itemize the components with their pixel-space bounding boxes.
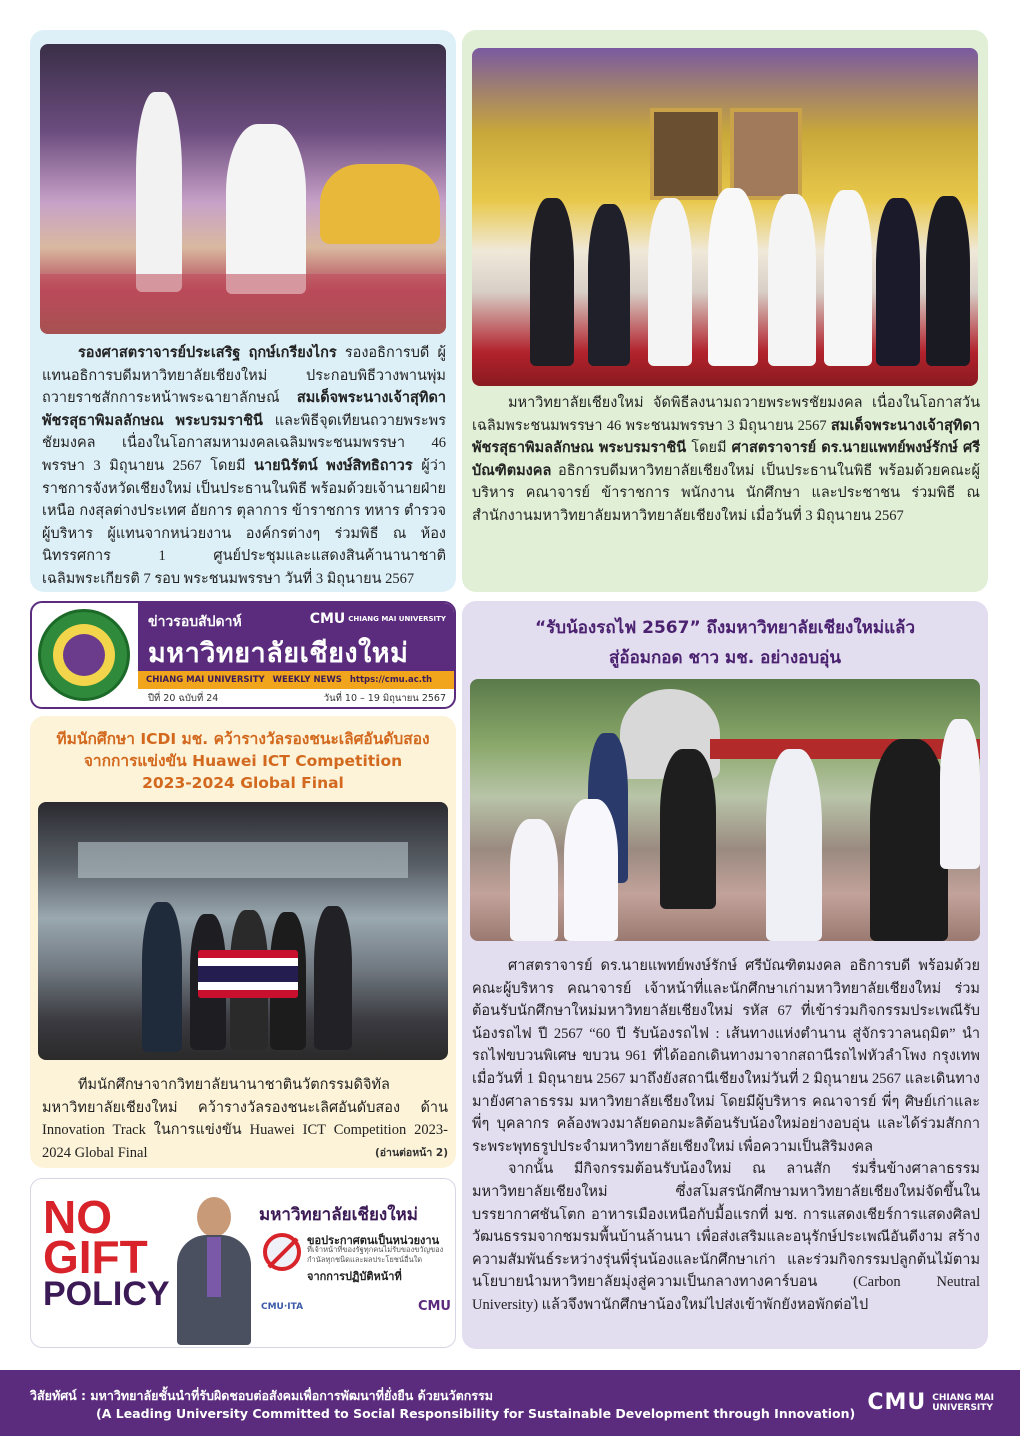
person-figure [876, 198, 920, 366]
person-figure [940, 719, 980, 869]
masthead-issue-row [138, 691, 456, 706]
cmu-logo [310, 611, 446, 627]
person-figure [142, 902, 182, 1052]
gift-line-small: ที่เจ้าหน้าที่ของรัฐทุกคนไม่รับของขวัญของกำนัลทุกชนิดและผลประโยชน์อื่นใด [307, 1245, 444, 1264]
photo-huawei-team [38, 802, 448, 1060]
stage-backdrop [78, 842, 408, 878]
cmu-footer-logo [867, 1390, 994, 1415]
article-title [30, 728, 456, 794]
no-gift-word: NO [43, 1191, 112, 1243]
person-figure [926, 196, 970, 366]
strip-url[interactable]: https://cmu.ac.th [349, 675, 433, 685]
person-figure [824, 190, 872, 366]
gift-title: มหาวิทยาลัยเชียงใหม่ [259, 1205, 418, 1225]
cmu-logo-name [932, 1393, 994, 1413]
no-gift-wordmark [43, 1191, 170, 1313]
article-train-welcome [462, 601, 988, 1349]
person-figure [648, 198, 692, 366]
article-body [472, 955, 980, 1317]
page-footer [0, 1370, 1020, 1436]
masthead-title: มหาวิทยาลัยเชียงใหม่ [148, 638, 409, 669]
no-gift-icon [263, 1233, 301, 1271]
seal-ring [53, 624, 115, 686]
cmu-logo-subtext: CHIANG MAI UNIVERSITY [348, 615, 446, 623]
person-figure [136, 92, 182, 292]
strip-weekly: WEEKLY NEWS [272, 675, 342, 685]
masthead-strip [138, 671, 456, 689]
cmu-logo-mark: CMU [867, 1390, 927, 1415]
article-body [42, 342, 446, 591]
article-paragraph: ศาสตราจารย์ ดร.นายแพทย์พงษ์รักษ์ ศรีบัณฑิตมงคล อธิการบดี พร้อมด้วยคณะผู้บริหาร คณาจารย์ เจ้าหน้าที่และนักศึกษาเก่ามหาวิทยาลัยเชียงใหม่ ร่วมต้อนรับนักศึกษาใหม่มหาวิทยาลัยเชียงใหม่ รหัส 67 ที่เข้าร่วมกิจกรรมประเพณีรับน้องรถไฟ ปี 2567 “60 ปี รับน้องรถไฟ : เส้นทางแห่งตำนาน สู่จักรวาลนฤมิต” นำรถไฟขบวนพิเศษ ขบวน 961 ที่ได้ออกเดินทางมาจากสถานีรถไฟหัวลำโพง กรุงเทพ เมื่อวันที่ 1 มิถุนายน 2567 มาถึงยังสถานีเชียงใหม่วันที่ 2 มิถุนายน 2567 และเดินทางมายังศาลาธรรม มหาวิทยาลัยเชียงใหม่ โดยมีผู้บริหาร คณาจารย์ พี่ๆ ศิษย์เก่าและพี่ๆ บุคลากร คล้องพวงมาลัยดอกมะลิต้อนรับน้องใหม่อย่างอบอุ่น และได้ร่วมสักการะพระพุทธรูปประจำมหาวิทยาลัยเชียงใหม่ เพื่อความเป็นสิริมงคล [472, 958, 980, 1155]
title-line: 2023-2024 Global Final [142, 774, 344, 792]
logo-line: CHIANG MAI [932, 1392, 994, 1403]
logo-line: UNIVERSITY [932, 1402, 993, 1413]
title-line: จากการแข่งขัน Huawei ICT Competition [83, 752, 403, 770]
person-figure [510, 819, 558, 941]
president-photo [177, 1195, 251, 1345]
person-figure [314, 906, 352, 1050]
royal-portrait-frame [730, 108, 802, 200]
newsletter-masthead [30, 601, 456, 709]
red-railing [710, 739, 980, 759]
photo-group-ceremony [472, 48, 978, 386]
person-figure [708, 188, 758, 366]
person-figure [564, 799, 618, 941]
title-line: สู่อ้อมกอด ชาว มช. อย่างอบอุ่น [609, 648, 841, 668]
person-figure [766, 749, 822, 941]
article-paragraph: ทีมนักศึกษาจากวิทยาลัยนานาชาตินวัตกรรมดิจิทัล มหาวิทยาลัยเชียงใหม่ คว้ารางวัลรองชนะเลิศอันดับสอง ด้าน Innovation Track ในการแข่งขัน Huawei ICT Competition 2023-2024 Global Final [42, 1077, 448, 1161]
article-signing-ceremony [462, 30, 988, 592]
cmu-seal-logo [38, 609, 130, 701]
thai-flag [198, 950, 298, 998]
issue-date: วันที่ 10 – 19 มิถุนายน 2567 [323, 693, 446, 704]
title-line: ทีมนักศึกษา ICDI มช. คว้ารางวัลรองชนะเลิศอันดับสอง [56, 730, 430, 748]
vision-english: (A Leading University Committed to Social Responsibility for Sustainable Development through Innovation) [96, 1406, 856, 1421]
person-tie [207, 1237, 221, 1297]
masthead-band [138, 603, 456, 689]
article-paragraph: มหาวิทยาลัยเชียงใหม่ จัดพิธีลงนามถวายพระพรชัยมงคล เนื่องในโอกาสวันเฉลิมพระชนมพรรษา 46 พระชนมพรรษา 3 มิถุนายน 2567 สมเด็จพระนางเจ้าสุทิดา พัชรสุธาพิมลลักษณ พระบรมราชินี โดยมี ศาสตราจารย์ ดร.นายแพทย์พงษ์รักษ์ ศรีบัณฑิตมงคล อธิการบดีมหาวิทยาลัยเชียงใหม่ เป็นประธานในพิธี พร้อมด้วยคณะผู้บริหาร คณาจารย์ ข้าราชการ พนักงาน นักศึกษา และประชาชน ร่วมพิธี ณ สำนักงานมหาวิทยาลัยมหาวิทยาลัยเชียงใหม่ เมื่อวันที่ 3 มิถุนายน 2567 [472, 395, 981, 524]
gift-line: ขอประกาศตนเป็นหน่วยงาน [307, 1234, 440, 1247]
article-huawei-competition [30, 716, 456, 1168]
person-head [197, 1197, 231, 1237]
article-paragraph: รองศาสตราจารย์ประเสริฐ ฤกษ์เกรียงไกร รองอธิการบดี ผู้แทนอธิการบดีมหาวิทยาลัยเชียงใหม่ ประกอบพิธีวางพานพุ่ม ถวายราชสักการะหน้าพระฉายาลักษณ์ สมเด็จพระนางเจ้าสุทิดา พัชรสุธาพิมลลักษณ พระบรมราชินี และพิธีจุดเทียนถวายพระพรชัยมงคล เนื่องในโอกาสมหามงคลเฉลิมพระชนมพรรษา 46 พรรษา 3 มิถุนายน 2567 โดยมี นายนิรัตน์ พงษ์สิทธิถาวร ผู้ว่าราชการจังหวัดเชียงใหม่ เป็นประธานในพิธี พร้อมด้วยเจ้านายฝ่ายเหนือ กงสุลต่างประเทศ อัยการ ตุลาการ ข้าราชการ ทหาร ตำรวจ ผู้บริหาร ผู้แทนจากหน่วยงาน องค์กรต่างๆ ร่วมพิธี ณ ห้องนิทรรศการ 1 ศูนย์ประชุมและแสดงสินค้านานาชาติ เฉลิมพระเกียรติ 7 รอบ พระชนมพรรษา วันที่ 3 มิถุนายน 2567 [42, 345, 446, 587]
article-body [472, 392, 980, 528]
photo-offering-ceremony [40, 44, 446, 334]
person-figure [660, 749, 716, 909]
article-ceremony-offering [30, 30, 456, 592]
cmu-ita-logo: CMU·ITA [261, 1301, 304, 1312]
gift-line: จากการปฏิบัติหน้าที่ [307, 1270, 402, 1283]
stage-carpet [40, 274, 446, 334]
cmu-logo-small: CMU [417, 1299, 451, 1314]
cmu-logo-text: CMU [309, 611, 346, 627]
ceremonial-offering [320, 164, 440, 244]
person-figure [870, 739, 948, 941]
no-gift-policy-banner [30, 1178, 456, 1348]
person-figure [226, 124, 306, 294]
issue-number: ปีที่ 20 ฉบับที่ 24 [148, 693, 219, 704]
article-paragraph: จากนั้น มีกิจกรรมต้อนรับน้องใหม่ ณ ลานสัก ร่มรื่นข้างศาลาธรรม มหาวิทยาลัยเชียงใหม่ ซึ่งสโมสรนักศึกษามหาวิทยาลัยเชียงใหม่จัดขึ้นในบรรยากาศชันโตก อาหารเมืองเหนือกับมื้อแรกที่ มช. การแสดงเชียร์การแสดงศิลปวัฒนธรรมจากชมรมพื้นบ้านล้านนา เพื่อส่งเสริมและอนุรักษ์ประเพณีอันดีงาม สร้างความสัมพันธ์ระหว่างรุ่นพี่รุ่นน้องและนักศึกษาเก่า และร่วมกิจกรรมปลูกต้นไม้ตามนโยบายนำมหาวิทยาลัยมุ่งสู่ความเป็นกลางทางคาร์บอน (Carbon Neutral University) แล้วจึงพานักศึกษาน้องใหม่ไปส่งเข้าพักยังหอพักต่อไป [472, 1161, 980, 1313]
vision-thai: วิสัยทัศน์ : มหาวิทยาลัยชั้นนำที่รับผิดชอบต่อสังคมเพื่อการพัฒนาที่ยั่งยืน ด้วยนวัตกรรม [30, 1388, 493, 1403]
person-figure [768, 194, 816, 366]
elephant-emblem-icon [63, 634, 105, 676]
strip-university: CHIANG MAI UNIVERSITY [146, 675, 265, 685]
person-figure [530, 198, 574, 366]
no-gift-word: GIFT [43, 1231, 148, 1283]
no-gift-word: POLICY [43, 1275, 170, 1313]
photo-freshman-welcome [470, 679, 980, 941]
masthead-kicker: ข่าวรอบสัปดาห์ [148, 614, 242, 630]
royal-portrait-frame [650, 108, 722, 200]
person-figure [588, 204, 630, 366]
article-title [462, 613, 988, 673]
title-line: “รับน้องรถไฟ 2567” ถึงมหาวิทยาลัยเชียงใหม่แล้ว [535, 618, 915, 638]
continued-link[interactable]: (อ่านต่อหน้า 2) [374, 1147, 448, 1159]
gift-logos [261, 1299, 451, 1314]
